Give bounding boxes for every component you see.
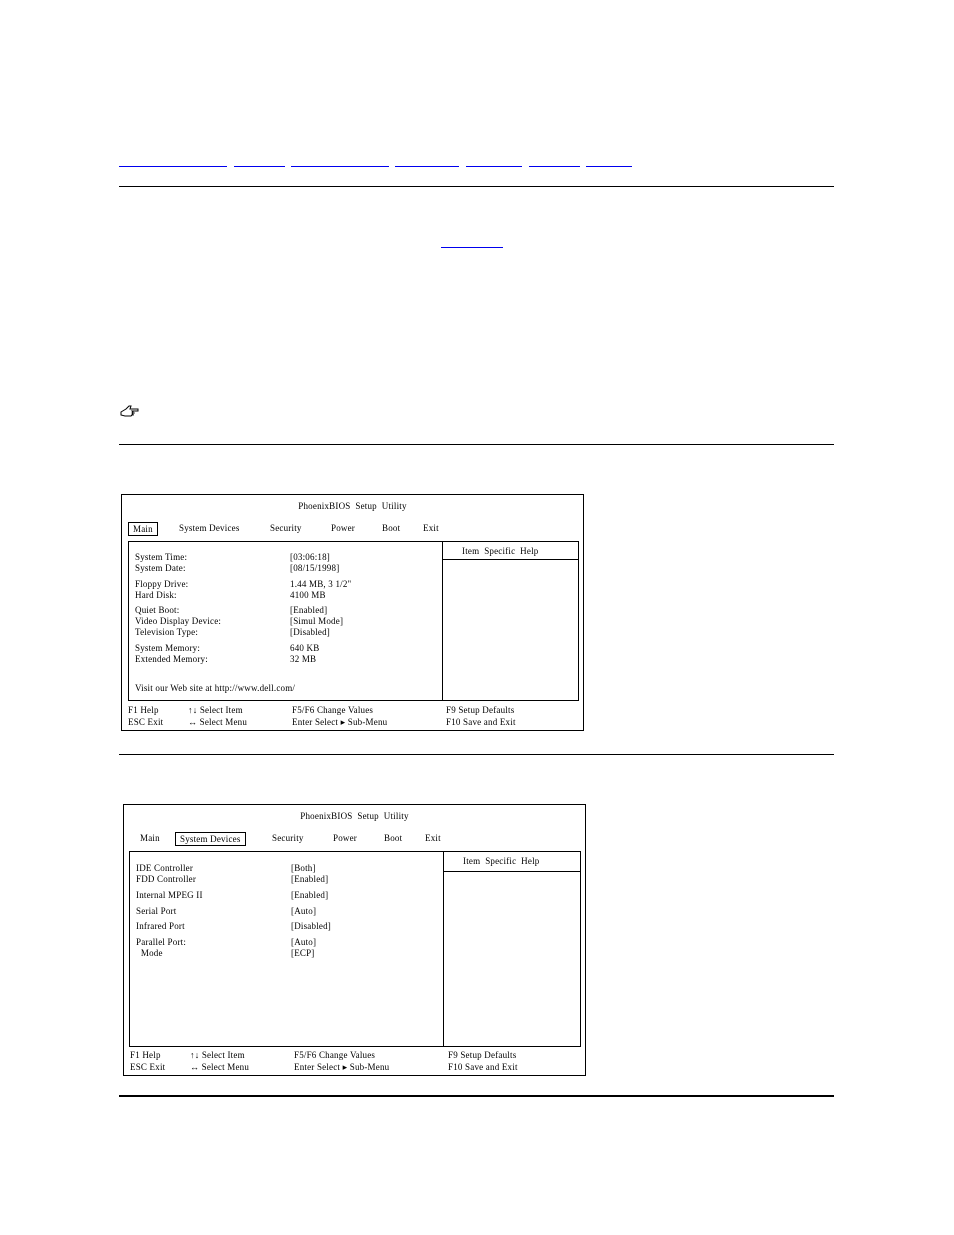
setting-label: Quiet Boot:	[135, 605, 180, 615]
setting-label: Parallel Port:	[136, 937, 187, 947]
setting-value[interactable]: [Auto]	[291, 906, 317, 916]
panel-divider	[442, 542, 443, 700]
setting-label: Floppy Drive:	[135, 579, 189, 589]
setting-value[interactable]: [Enabled]	[291, 874, 329, 884]
setting-label: Mode	[136, 948, 163, 958]
help-header-rule	[442, 559, 578, 560]
footer-defaults: F9 Setup Defaults	[448, 1050, 517, 1060]
horizontal-rule	[119, 1095, 834, 1097]
nav-link-6[interactable]	[529, 158, 580, 167]
footer-save-exit: F10 Save and Exit	[446, 717, 516, 727]
nav-link-3[interactable]	[291, 158, 389, 167]
footer-select-item: ↑↓ Select Item	[190, 1050, 245, 1060]
help-header: Item Specific Help	[462, 546, 539, 556]
menu-item-exit[interactable]: Exit	[423, 523, 439, 533]
footer-select-menu: ↔ Select Menu	[188, 717, 248, 727]
setting-label: Extended Memory:	[135, 654, 208, 664]
setting-label: Serial Port	[136, 906, 177, 916]
bios-content-panel	[128, 541, 579, 701]
menu-item-security[interactable]: Security	[272, 833, 304, 843]
setting-value[interactable]: [Auto]	[291, 937, 317, 947]
setting-value[interactable]: [03:06:18]	[290, 552, 330, 562]
setting-value: 32 MB	[290, 654, 317, 664]
nav-link-5[interactable]	[466, 158, 522, 167]
setting-value[interactable]: [Enabled]	[291, 890, 329, 900]
setting-value[interactable]: [Enabled]	[290, 605, 328, 615]
menu-item-exit[interactable]: Exit	[425, 833, 441, 843]
setting-label: Infrared Port	[136, 921, 185, 931]
menu-item-power[interactable]: Power	[333, 833, 357, 843]
setting-value[interactable]: [Disabled]	[290, 627, 330, 637]
nav-link-7[interactable]	[586, 158, 632, 167]
footer-help: F1 Help	[128, 705, 159, 715]
footer-select-menu: ↔ Select Menu	[190, 1062, 250, 1072]
menu-item-power[interactable]: Power	[331, 523, 355, 533]
setting-label: System Date:	[135, 563, 186, 573]
footer-save-exit: F10 Save and Exit	[448, 1062, 518, 1072]
bios-main-screenshot	[121, 494, 584, 731]
help-header-rule	[443, 871, 580, 872]
setting-value: 640 KB	[290, 643, 320, 653]
footer-esc: ESC Exit	[128, 717, 164, 727]
bios-system-devices-screenshot	[123, 804, 586, 1076]
nav-link-4[interactable]	[395, 158, 459, 167]
nav-link-2[interactable]	[234, 158, 285, 167]
horizontal-rule	[119, 186, 834, 187]
setting-value: 4100 MB	[290, 590, 326, 600]
setting-label: IDE Controller	[136, 863, 194, 873]
horizontal-rule	[119, 754, 834, 755]
footer-change-values: F5/F6 Change Values	[292, 705, 374, 715]
setting-label: Television Type:	[135, 627, 199, 637]
setting-label: System Memory:	[135, 643, 201, 653]
menu-item-boot[interactable]: Boot	[382, 523, 401, 533]
bios-title: PhoenixBIOS Setup Utility	[298, 501, 407, 511]
footer-select-item: ↑↓ Select Item	[188, 705, 243, 715]
setting-label: Video Display Device:	[135, 616, 222, 626]
setting-value[interactable]: [Disabled]	[291, 921, 331, 931]
setting-label: Hard Disk:	[135, 590, 177, 600]
footer-defaults: F9 Setup Defaults	[446, 705, 515, 715]
footer-enter-submenu: Enter Select ▸ Sub-Menu	[292, 717, 388, 727]
menu-item-system-devices[interactable]: System Devices	[179, 523, 240, 533]
footer-esc: ESC Exit	[130, 1062, 166, 1072]
help-header: Item Specific Help	[463, 856, 540, 866]
bios-title: PhoenixBIOS Setup Utility	[300, 811, 409, 821]
setting-label: System Time:	[135, 552, 188, 562]
nav-link-1[interactable]	[119, 158, 227, 167]
setting-label: FDD Controller	[136, 874, 197, 884]
menu-item-security[interactable]: Security	[270, 523, 302, 533]
setting-value[interactable]: [ECP]	[291, 948, 315, 958]
setting-label: Internal MPEG II	[136, 890, 203, 900]
bios-content-panel	[129, 851, 581, 1047]
menu-item-system-devices[interactable]: System Devices	[175, 832, 246, 846]
horizontal-rule	[119, 444, 834, 445]
footer-change-values: F5/F6 Change Values	[294, 1050, 376, 1060]
footer-help: F1 Help	[130, 1050, 161, 1060]
setting-value[interactable]: [08/15/1998]	[290, 563, 340, 573]
setting-value[interactable]: [Simul Mode]	[290, 616, 344, 626]
setting-value[interactable]: [Both]	[291, 863, 316, 873]
website-notice: Visit our Web site at http://www.dell.com/	[135, 683, 296, 693]
setting-value: 1.44 MB, 3 1/2"	[290, 579, 352, 589]
menu-item-boot[interactable]: Boot	[384, 833, 403, 843]
footer-enter-submenu: Enter Select ▸ Sub-Menu	[294, 1062, 390, 1072]
menu-item-main[interactable]: Main	[140, 833, 160, 843]
menu-item-main[interactable]: Main	[128, 522, 158, 536]
pointing-hand-icon	[120, 404, 140, 420]
panel-divider	[443, 852, 444, 1046]
inline-link[interactable]	[441, 240, 503, 248]
